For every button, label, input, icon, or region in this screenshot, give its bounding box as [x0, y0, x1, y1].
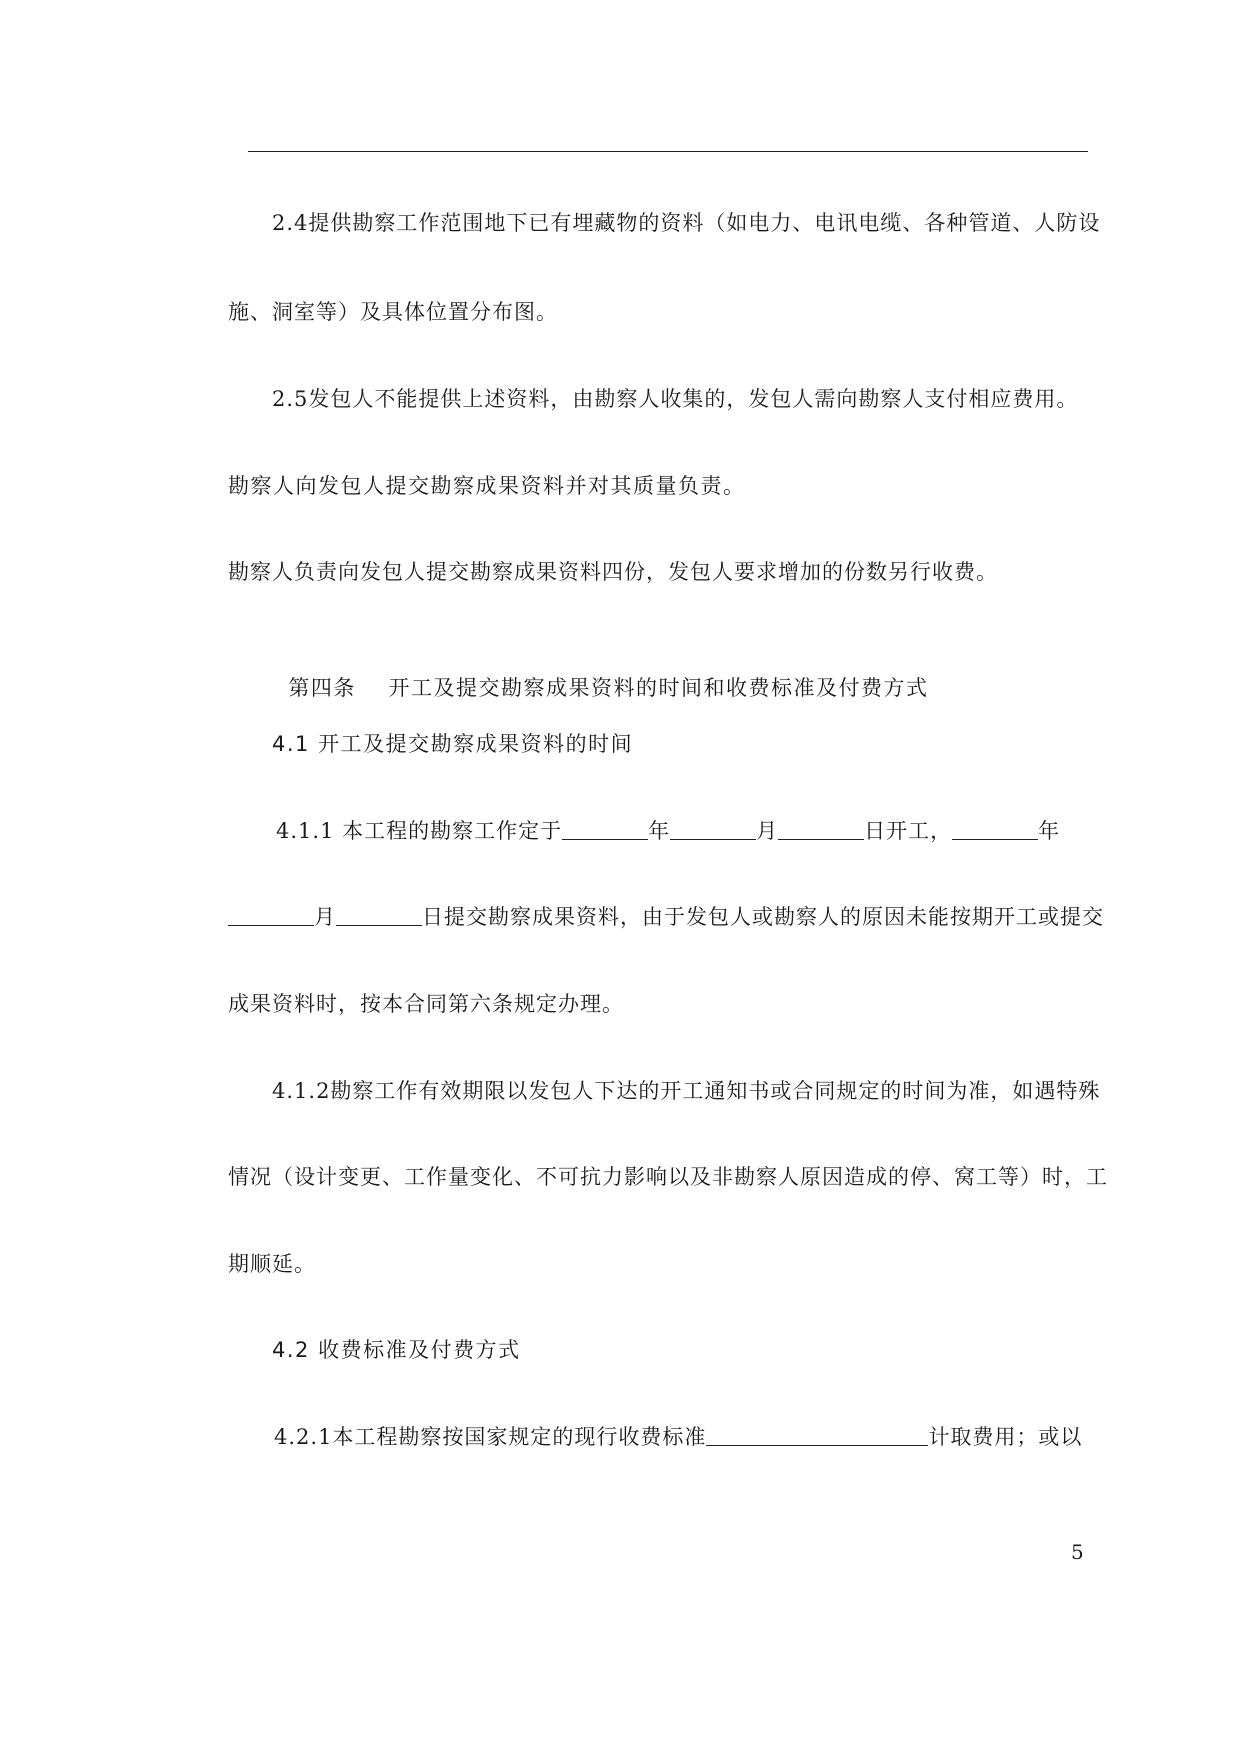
- paragraph-text: 2.5发包人不能提供上述资料，由勘察人收集的，发包人需向勘察人支付相应费用。: [272, 387, 1079, 411]
- paragraph-text: 4.1.2勘察工作有效期限以发包人下达的开工通知书或合同规定的时间为准，如遇特殊: [272, 1079, 1101, 1103]
- paragraph-text: 施、洞室等）及具体位置分布图。: [228, 300, 558, 324]
- paragraph-4-1-1-continued: [228, 902, 1104, 932]
- day-label: 日开工，: [864, 819, 953, 843]
- paragraph-text: 2.4提供勘察工作范围地下已有埋藏物的资料（如电力、电讯电缆、各种管道、人防设: [272, 211, 1101, 235]
- paragraph-copies: [228, 557, 998, 587]
- heading-text: 勘察人向发包人提交勘察成果资料并对其质量负责。: [228, 474, 746, 498]
- paragraph-2-4-continued: [228, 297, 558, 327]
- paragraph-text: 日提交勘察成果资料，由于发包人或勘察人的原因未能按期开工或提交: [422, 905, 1104, 929]
- heading-quality: [228, 471, 746, 501]
- year-label: 年: [1038, 819, 1061, 843]
- paragraph-4-2-1: [274, 1422, 1082, 1452]
- year-blank: [952, 817, 1038, 840]
- month-label: 月: [756, 819, 779, 843]
- page-number: 5: [1071, 1540, 1084, 1564]
- paragraph-text: 期顺延。: [228, 1252, 316, 1276]
- paragraph-4-1-2-continued: [228, 1162, 1108, 1192]
- paragraph-text: 勘察人负责向发包人提交勘察成果资料四份，发包人要求增加的份数另行收费。: [228, 560, 998, 584]
- paragraph-2-4: [272, 208, 1100, 238]
- paragraph-4-1-2: [272, 1076, 1100, 1106]
- paragraph-text: 4.2.1本工程勘察按国家规定的现行收费标准: [274, 1425, 707, 1449]
- heading-text: 4.2 收费标准及付费方式: [272, 1338, 521, 1362]
- month-blank: [670, 817, 756, 840]
- header-rule: [248, 151, 1088, 152]
- paragraph-text: 成果资料时，按本合同第六条规定办理。: [228, 992, 624, 1016]
- heading-text: 第四条 开工及提交勘察成果资料的时间和收费标准及付费方式: [288, 676, 929, 700]
- paragraph-text: 情况（设计变更、工作量变化、不可抗力影响以及非勘察人原因造成的停、窝工等）时，工: [228, 1165, 1108, 1189]
- day-blank: [778, 817, 864, 840]
- paragraph-text: 4.1.1 本工程的勘察工作定于: [276, 819, 563, 843]
- year-blank: [562, 817, 648, 840]
- year-label: 年: [648, 819, 671, 843]
- article-4-heading: [272, 643, 929, 703]
- paragraph-2-5: [272, 384, 1078, 414]
- month-label: 月: [314, 905, 336, 929]
- paragraph-4-1-1-end: [228, 989, 624, 1019]
- section-4-1-heading: [272, 729, 633, 759]
- heading-text: 4.1 开工及提交勘察成果资料的时间: [272, 732, 634, 756]
- day-blank: [336, 903, 422, 926]
- paragraph-4-1-1: [276, 816, 1060, 846]
- paragraph-4-1-2-end: [228, 1249, 316, 1279]
- paragraph-text: 计取费用；或以: [928, 1425, 1083, 1449]
- section-4-2-heading: [272, 1335, 521, 1365]
- month-blank: [228, 903, 314, 926]
- fee-standard-blank: [706, 1423, 928, 1446]
